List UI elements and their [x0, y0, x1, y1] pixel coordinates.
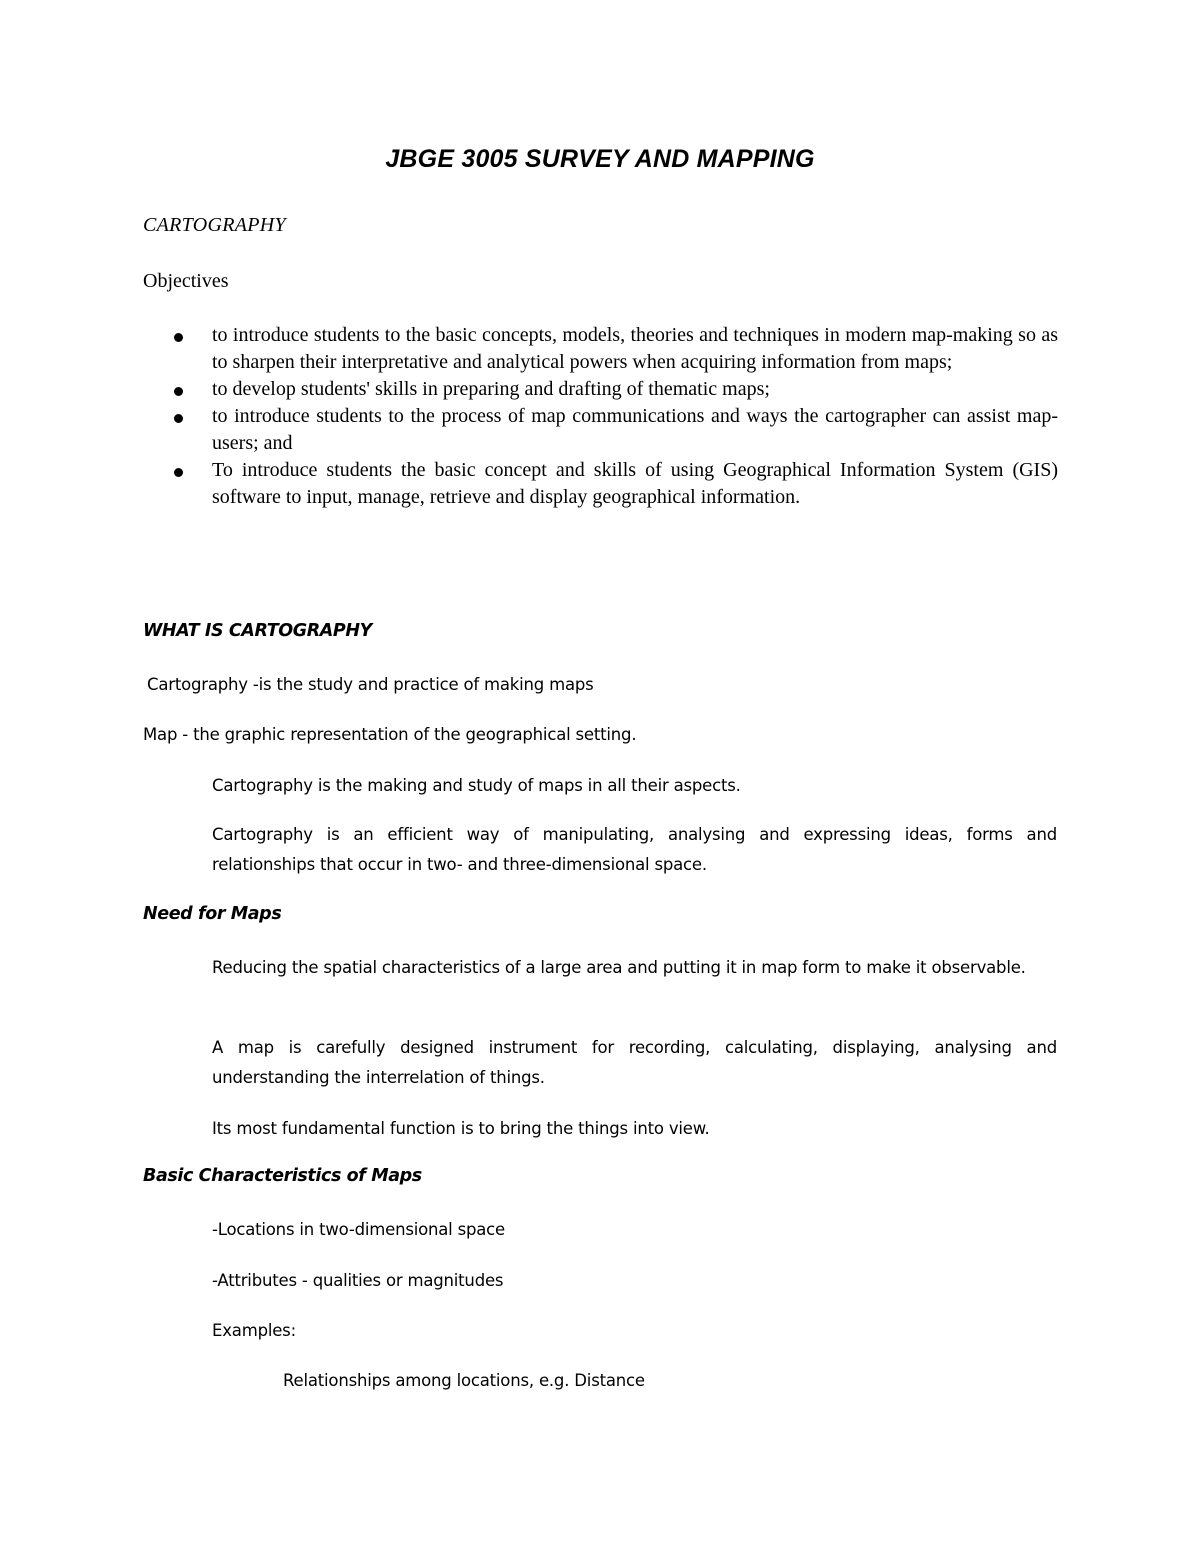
bullet-icon	[174, 333, 183, 342]
example-item: Relationships among locations, e.g. Distance	[283, 1371, 645, 1390]
objective-item	[143, 376, 1058, 403]
basic-characteristics-heading: Basic Characteristics of Maps	[143, 1166, 422, 1186]
objective-item	[143, 403, 1058, 457]
document-title: JBGE 3005 SURVEY AND MAPPING	[385, 145, 815, 173]
cartography-definition: Cartography -is the study and practice of making maps	[147, 675, 594, 694]
objective-item	[143, 457, 1058, 511]
bullet-icon	[174, 387, 183, 396]
what-is-paragraph-2: Cartography is an efficient way of manipulating, analysing and expressing ideas, forms and relationships that occur in two- and three-dimensional space.	[212, 825, 1057, 874]
what-is-cartography-heading: WHAT IS CARTOGRAPHY	[143, 621, 372, 641]
what-is-paragraph-1: Cartography is the making and study of maps in all their aspects.	[212, 776, 741, 795]
objective-text: to introduce students to the process of map communications and ways the cartographer can assist map-users; and	[212, 405, 1058, 454]
section-heading: CARTOGRAPHY	[143, 214, 286, 236]
objective-text: to develop students' skills in preparing and drafting of thematic maps;	[212, 378, 770, 400]
objective-text: To introduce students the basic concept and skills of using Geographical Information System (GIS) software to input, manage, retrieve and display geographical information.	[212, 459, 1058, 508]
need-for-maps-paragraph-2: A map is carefully designed instrument for recording, calculating, displaying, analysing and understanding the interrelation of things.	[212, 1038, 1057, 1087]
bullet-icon	[174, 414, 183, 423]
map-definition: Map - the graphic representation of the geographical setting.	[143, 725, 637, 744]
need-for-maps-paragraph-1: Reducing the spatial characteristics of a large area and putting it in map form to make it observable.	[212, 958, 1026, 977]
objective-item	[143, 322, 1058, 376]
bullet-icon	[174, 468, 183, 477]
need-for-maps-paragraph-3: Its most fundamental function is to bring the things into view.	[212, 1119, 710, 1138]
characteristic-item: -Locations in two-dimensional space	[212, 1220, 506, 1239]
objective-text: to introduce students to the basic concepts, models, theories and techniques in modern map-making so as to sharpen their interpretative and analytical powers when acquiring information from maps;	[212, 324, 1058, 373]
examples-label: Examples:	[212, 1321, 296, 1340]
characteristic-item: -Attributes - qualities or magnitudes	[212, 1271, 504, 1290]
objectives-label: Objectives	[143, 270, 229, 292]
objectives-list	[143, 322, 1058, 511]
need-for-maps-heading: Need for Maps	[143, 904, 282, 924]
